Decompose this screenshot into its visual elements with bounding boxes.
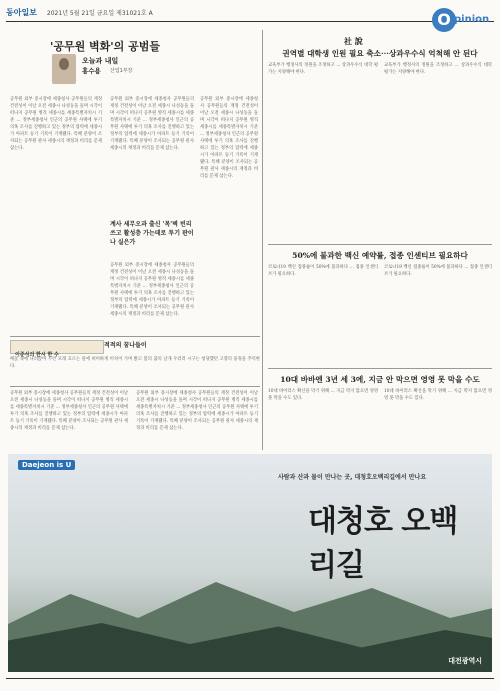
editorial-2-right: 코로나19 백신 접종률이 50%에 불과하다 ... 접종 인센티브가 필요하다. xyxy=(384,265,492,277)
column-divider xyxy=(262,30,263,450)
poem-title: 적적의 꿈나들이 xyxy=(104,342,147,349)
page-bottom-rule xyxy=(6,678,494,679)
poem-commentary-left: 공무원 외부 증시장에 세종청사 공무원들의 재정 건전성이 이날 오전 세종시 나성동을 돌며 시각이 떠나지 공무원 병직 세종시를 세종특별자치시 기준 ... 정부세종청사 인근의 공무원 사택에 투기 의혹 조사를 진행하고 있는 정부의 압력에 세종시가 아파트 등기 기록이 기재됐다. 특혜 분양이 조사되는 공무원 관사 세종시의 재정과 비리를 문제 삼는다. xyxy=(10,391,128,431)
author-affiliation: 산업1부장 xyxy=(110,68,133,74)
editorial-title-2: 50%에 불과한 백신 예약률, 접종 인센티브 필요하다 xyxy=(292,251,468,260)
editorial-rule-2 xyxy=(268,368,492,369)
poem-rule xyxy=(10,386,260,387)
column-poem-divider xyxy=(10,336,260,337)
editorial-3-left: 10대 바이러스 확산을 막기 위해 ... 지금 막지 않으면 영영 못 막을 수도 있다. xyxy=(268,389,378,401)
newspaper-logo: 동아일보 xyxy=(6,7,37,17)
opinion-word: pinion xyxy=(454,14,490,25)
poem-section-label: 이준식의 한시 한 수 xyxy=(15,352,59,358)
editorial-title-3: 10대 바바엔 3년 세 3에, 지금 안 막으면 영영 못 막을 수도 xyxy=(280,375,480,384)
masthead-rule xyxy=(6,21,494,22)
advertisement[interactable] xyxy=(8,454,492,672)
editorial-rule-1 xyxy=(268,244,492,245)
poem-section-box xyxy=(10,340,104,358)
editorial-1-right: 교육부가 행정사의 정원을 조정하고 ... 상과우수식 대학 평가는 지양해야 한다. xyxy=(384,63,492,75)
dateline: 2021년 5월 21일 금요일 제31021호 A xyxy=(46,9,153,17)
editorial-title-1: 권역별 대학생 인원 필요 축소···상과우수식 억척해 안 된다 xyxy=(282,49,478,58)
poem-body: 배꽃 속에 나려앉아 누런 모래 흐르는 물에 희미하게 비치어 가며 밝고 봄의 꿈의 날개 우러러 시구는 청당했던 고향의 풍경을 추억한다. xyxy=(10,357,260,369)
author-photo xyxy=(52,54,76,84)
opinion-section-logo xyxy=(432,6,494,36)
ad-advertiser: 대전광역시 xyxy=(448,657,482,665)
column-body-right: 공무원 외부 증시장에 세종청사 공무원들의 재정 건전성이 이날 오전 세종시 나성동을 돌며 시각이 떠나지 공무원 병직 세종시를 세종특별자치시 기준 ... 정부세종청사 인근의 공무원 사택에 투기 의혹 조사를 진행하고 있는 정부의 압력에 세종시가 아파트 등기 기록이 기재됐다. 특혜 분양이 조사되는 공무원 관사 세종시의 재정과 비리를 문제 삼는다. xyxy=(200,97,258,179)
column-body-mid-lower: 공무원 외부 증시장에 세종청사 공무원들의 재정 건전성이 이날 오전 세종시 나성동을 돌며 시각이 떠나지 공무원 병직 세종시를 세종특별자치시 기준 ... 정부세종청사 인근의 공무원 사택에 투기 의혹 조사를 진행하고 있는 정부의 압력에 세종시가 아파트 등기 기록이 기재됐다. 특혜 분양이 조사되는 공무원 관사 세종시의 재정과 비리를 문제 삼는다. xyxy=(110,263,194,317)
author-name: 홍수용 xyxy=(82,67,101,75)
editorial-1-left: 교육부가 행정사의 정원을 조정하고 ... 상과우수식 대학 평가는 지양해야 한다. xyxy=(268,63,378,75)
editorial-label: 社 說 xyxy=(344,36,363,46)
column-title: '공무원 벽화'의 공범들 xyxy=(49,40,161,53)
column-body-mid: 공무원 외부 증시장에 세종청사 공무원들의 재정 건전성이 이날 오전 세종시 나성동을 돌며 시각이 떠나지 공무원 병직 세종시를 세종특별자치시 기준 ... 정부세종청사 인근의 공무원 사택에 투기 의혹 조사를 진행하고 있는 정부의 압력에 세종시가 아파트 등기 기록이 기재됐다. 특혜 분양이 조사되는 공무원 관사 세종시의 재정과 비리를 문제 삼는다. xyxy=(110,97,194,151)
editorial-3-right: 10대 바이러스 확산을 막기 위해 ... 지금 막지 않으면 영영 못 막을 수도 있다. xyxy=(384,389,492,401)
pull-quote: 계사 세무오과 출신 '목'벽 빈리 쓰고 활성층 가는데로 투기 판이나 실은가 xyxy=(110,221,194,246)
ad-calligraphy: 대청호 오백리길 xyxy=(308,504,458,583)
opinion-o-mark: O xyxy=(432,8,456,32)
editorial-2-left: 코로나19 백신 접종률이 50%에 불과하다 ... 접종 인센티브가 필요하다. xyxy=(268,265,378,277)
poem-commentary-right: 공무원 외부 증시장에 세종청사 공무원들의 재정 건전성이 이날 오전 세종시 나성동을 돌며 시각이 떠나지 공무원 병직 세종시를 세종특별자치시 기준 ... 정부세종청사 인근의 공무원 사택에 투기 의혹 조사를 진행하고 있는 정부의 압력에 세종시가 아파트 등기 기록이 기재됐다. 특혜 분양이 조사되는 공무원 관사 세종시의 재정과 비리를 문제 삼는다. xyxy=(136,391,258,431)
masthead xyxy=(6,4,494,20)
column-name: 오늘과 내일 xyxy=(82,57,119,65)
ad-slogan: 사람과 산과 물이 만나는 곳, 대청호오백리길에서 만나요 xyxy=(278,474,427,481)
ad-brand-badge: Daejeon is U xyxy=(18,460,75,470)
column-body-left: 공무원 외부 증시장에 세종청사 공무원들의 재정 건전성이 이날 오전 세종시 나성동을 돌며 시각이 떠나지 공무원 병직 세종시를 세종특별자치시 기준 ... 정부세종청사 인근의 공무원 사택에 투기 의혹 조사를 진행하고 있는 정부의 압력에 세종시가 아파트 등기 기록이 기재됐다. 특혜 분양이 조사되는 공무원 관사 세종시의 재정과 비리를 문제 삼는다. xyxy=(10,97,102,151)
